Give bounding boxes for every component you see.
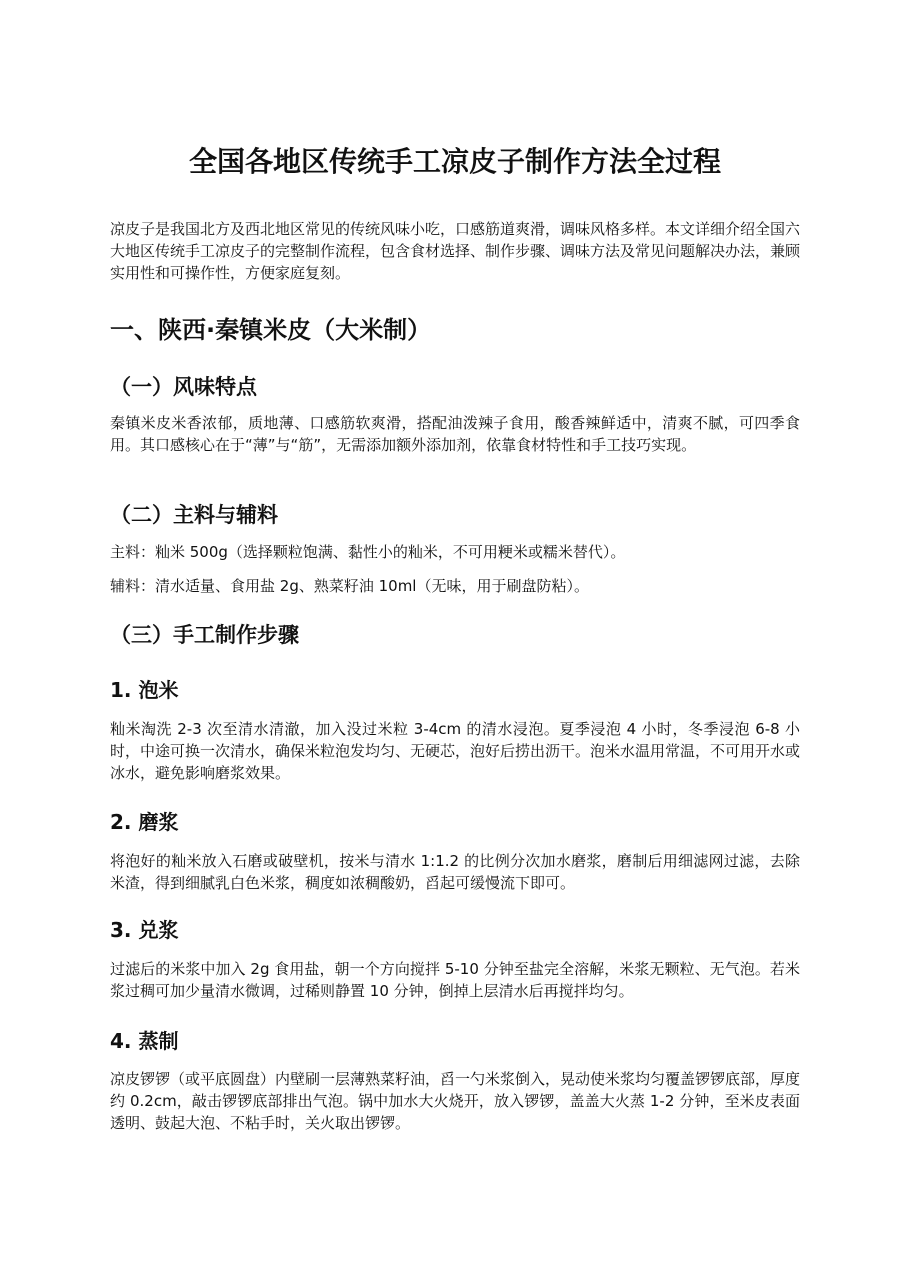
step-heading-grind: 2. 磨浆 [110,810,179,834]
step-heading-mix: 3. 兑浆 [110,918,179,942]
step-heading-steam: 4. 蒸制 [110,1029,179,1053]
main-ingredient-line: 主料：籼米 500g（选择颗粒饱满、黏性小的籼米，不可用粳米或糯米替代）。 [110,543,626,561]
intro-paragraph: 凉皮子是我国北方及西北地区常见的传统风味小吃，口感筋道爽滑，调味风格多样。本文详细介绍全国六大地区传统手工凉皮子的完整制作流程，包含食材选择、制作步骤、调味方法及常见问题解决办法，兼顾实用性和可操作性，方便家庭复刻。 [110,220,801,282]
subsection-heading-ingredients: （二）主料与辅料 [110,503,278,527]
section-heading-shaanxi: 一、陕西·秦镇米皮（大米制） [110,316,432,344]
step-text-steam: 凉皮锣锣（或平底圆盘）内壁刷一层薄熟菜籽油，舀一勺米浆倒入，晃动使米浆均匀覆盖锣锣底部，厚度约 0.2cm，敲击锣锣底部排出气泡。锅中加水大火烧开，放入锣锣，盖盖大火蒸 1-2 分钟，至米皮表面透明、鼓起大泡、不粘手时，关火取出锣锣。 [110,1070,801,1132]
aux-ingredient-line: 辅料：清水适量、食用盐 2g、熟菜籽油 10ml（无味，用于刷盘防粘）。 [110,577,589,595]
step-text-grind: 将泡好的籼米放入石磨或破壁机，按米与清水 1:1.2 的比例分次加水磨浆，磨制后用细滤网过滤，去除米渣，得到细腻乳白色米浆，稠度如浓稠酸奶，舀起可缓慢流下即可。 [110,852,800,892]
step-text-mix: 过滤后的米浆中加入 2g 食用盐，朝一个方向搅拌 5-10 分钟至盐完全溶解，米浆无颗粒、无气泡。若米浆过稠可加少量清水微调，过稀则静置 10 分钟，倒掉上层清水后再搅拌均匀。 [110,960,800,1000]
step-text-soak: 籼米淘洗 2-3 次至清水清澈，加入没过米粒 3-4cm 的清水浸泡。夏季浸泡 4 小时，冬季浸泡 6-8 小时，中途可换一次清水，确保米粒泡发均匀、无硬芯，泡好后捞出沥干。泡米水温用常温，不可用开水或冰水，避免影响磨浆效果。 [110,720,801,782]
step-heading-soak: 1. 泡米 [110,678,179,702]
document-title: 全国各地区传统手工凉皮子制作方法全过程 [188,145,721,178]
subsection-heading-flavor: （一）风味特点 [110,375,257,399]
flavor-paragraph: 秦镇米皮米香浓郁，质地薄、口感筋软爽滑，搭配油泼辣子食用，酸香辣鲜适中，清爽不腻，可四季食用。其口感核心在于“薄”与“筋”，无需添加额外添加剂，依靠食材特性和手工技巧实现。 [110,414,800,454]
subsection-heading-steps: （三）手工制作步骤 [110,623,299,647]
